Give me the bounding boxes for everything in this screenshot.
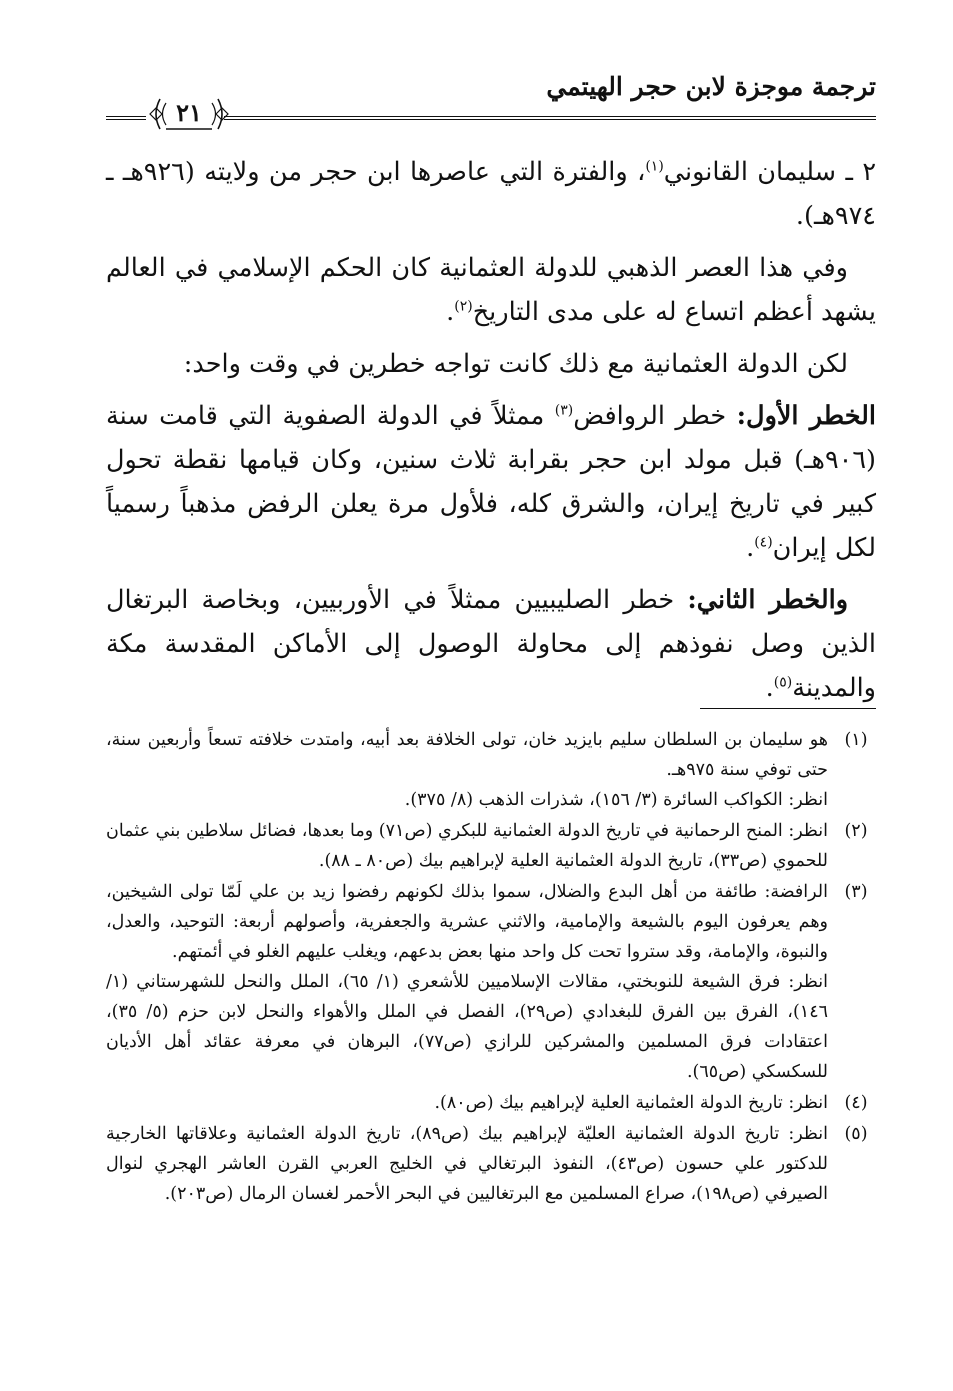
item-number: ٢ ـ [845,157,877,187]
footnote-text: الرافضة: طائفة من أهل البدع والضلال، سموا بذلك لكونهم رفضوا زيد بن علي لَمّا تولى الشيخين، وهم يعرفون اليوم بالشيعة والإمامية، والاثني عشرية والجعفرية، وأصولهم أربعة: التوحيد، والعدل، والنبوة، والإمامة، وقد ستروا تحت كل واحد منها بعض بدعهم، ويغلب عليهم الغلو في أئمتهم. [106,882,828,962]
header-rule-left [106,116,146,120]
main-text [106,150,876,718]
footnote-ref: (١) [645,158,664,175]
item-2 [106,150,876,238]
item-text: سليمان القانوني [663,157,837,187]
footnote-text: انظر: فرق الشيعة للنوبختي، مقالات الإسلاميين للأشعري (١/ ٦٥)، الملل والنحل للشهرستاني (١/ ١٤٦)، الفرق بين الفرق للبغدادي (ص٢٩)، الفصل في الملل والأهواء والنحل لابن حزم (٥/ ٣٥)، اعتقادات فرق المسلمين والمشركين للرازي (ص٧٧)، البرهان في معرفة عقائد أهل الأديان للسكسكي (ص٦٥). [106,972,828,1082]
paragraph-text: لكن الدولة العثمانية مع ذلك كانت تواجه خطرين في وقت واحد: [183,349,848,379]
footnote-number: (٤) [844,1093,868,1113]
paragraph-3 [106,394,876,570]
footnote-ref: (٤) [754,534,773,551]
footnote-text: انظر: تاريخ الدولة العثمانية العليّة لإبراهيم بيك (ص٨٩)، تاريخ الدولة العثمانية وعلاقاتها الخارجية للدكتور علي حسون (ص٤٣)، النفوذ البرتغالي في الخليج العربي القرن العاشر الهجري لنوال الصيرفي (ص١٩٨)، صراع المسلمين مع البرتغاليين في البحر الأحمر لغسان الرمال (ص٢٠٣). [106,1124,828,1204]
page-header [106,70,876,130]
paragraph-1 [106,246,876,334]
footnote-separator [700,708,876,709]
running-title: ترجمة موجزة لابن حجر الهيتمي [546,72,876,101]
footnotes [106,725,876,1210]
footnote-3 [106,877,876,1087]
footnote-text: انظر: تاريخ الدولة العثمانية العلية لإبراهيم بيك (ص٨٠). [434,1093,828,1113]
footnote-number: (٥) [844,1124,868,1144]
footnote-text: انظر: المنح الرحمانية في تاريخ الدولة العثمانية للبكري (ص٧١) وما بعدها، فضائل سلاطين بني عثمان للحموي (ص٣٣)، تاريخ الدولة العثمانية العلية لإبراهيم بيك (ص٨٠ ـ ٨٨). [106,821,828,871]
footnote-ref: (٢) [454,298,473,315]
footnote-ref: (٥) [773,674,793,691]
page-number: ٢١ [176,98,202,127]
footnote-2 [106,816,876,876]
footnote-number: (٣) [844,882,868,902]
item-text-cont: ، والفترة التي عاصرها ابن حجر من ولايته (٩٢٦هـ ـ ٩٧٤هـ). [106,157,876,231]
paragraph-lead: والخطر الثاني: [687,585,849,615]
header-rule [224,116,876,120]
paragraph-end: . [746,533,755,563]
footnote-1 [106,725,876,815]
footnote-ref: (٣) [554,402,574,419]
footnote-5 [106,1119,876,1209]
paragraph-text-cont: ممثلاً في الدولة الصفوية التي قامت سنة (٩٠٦هـ) قبل مولد ابن حجر بقرابة ثلاث سنين، وكان قيامها نقطة تحول كبير في تاريخ إيران، والشرق كله، فلأول مرة يعلن الرفض مذهباً رسمياً لكل إيران [106,401,876,563]
paragraph-lead: الخطر الأول: [736,401,877,431]
paragraph-text: وفي هذا العصر الذهبي للدولة العثمانية كان الحكم الإسلامي في العالم يشهد أعظم اتساع له على مدى التاريخ [106,253,876,327]
footnote-number: (١) [844,730,868,750]
paragraph-text: خطر الصليبيين ممثلاً في الأوربيين، وبخاصة البرتغال الذين وصل نفوذهم إلى محاولة الوصول إلى الأماكن المقدسة مكة والمدينة [106,585,876,703]
footnote-number: (٢) [844,821,868,841]
paragraph-end: . [765,673,774,703]
footnote-text: انظر: الكواكب السائرة (٣/ ١٥٦)، شذرات الذهب (٨/ ٣٧٥). [404,790,828,810]
footnote-4 [106,1088,876,1118]
paragraph-end: . [446,297,455,327]
paragraph-text: خطر الروافض [573,401,727,431]
footnote-text: هو سليمان بن السلطان سليم بايزيد خان، تولى الخلافة بعد أبيه، وامتدت خلافته تسعاً وأربعين سنة، حتى توفي سنة ٩٧٥هـ. [106,730,828,780]
page-number-ornament [146,95,232,133]
paragraph-2 [106,342,876,386]
paragraph-4 [106,578,876,710]
